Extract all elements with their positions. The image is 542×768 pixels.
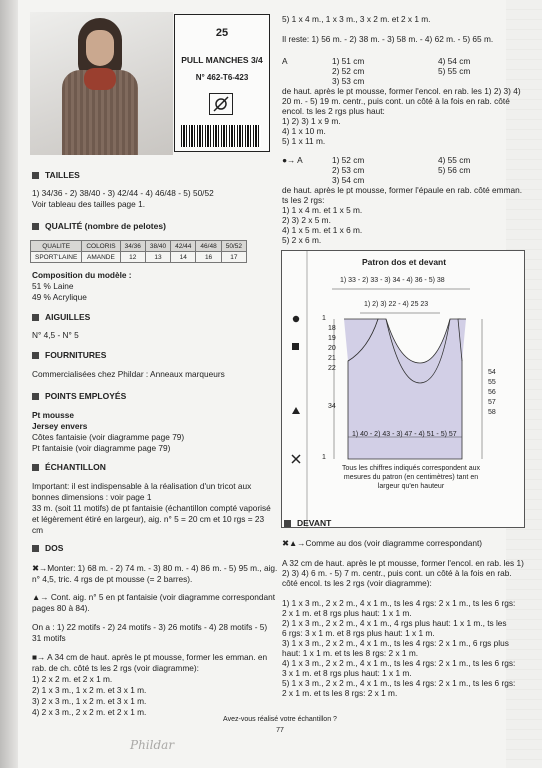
stitch-line: Pt mousse — [32, 410, 74, 420]
gauge-line: cm — [32, 525, 44, 535]
section-fournitures-heading — [32, 350, 106, 360]
back-instruction: ▲→ Cont. aig. n° 5 en pt fantaisie (voir diagramme correspondant — [32, 592, 276, 602]
table-cell: 34/36 — [120, 241, 145, 252]
back-instruction: ✖→Monter: 1) 68 m. - 2) 74 m. - 3) 80 m. - 4) 86 m. - 5) 95 m., aig. — [32, 563, 278, 573]
height-option: 5) 55 cm — [438, 66, 471, 76]
front-instruction: 2 x 1 m. et 8 rgs plus haut: 1 x 1 m. — [282, 608, 412, 618]
right-measure: 58 — [488, 409, 496, 416]
model-photo — [30, 12, 173, 155]
table-cell: AMANDE — [82, 252, 120, 263]
front-instruction: 5) 1 x 3 m., 2 x 2 m., 4 x 1 m., ts les 4 rgs: 2 x 1 m., ts les 6 rgs: — [282, 678, 516, 688]
right-instruction: 1) 1 x 4 m. et 1 x 5 m. — [282, 205, 363, 215]
pattern-page — [18, 0, 542, 768]
left-measure: 19 — [328, 335, 336, 342]
bullet-square-icon — [32, 223, 39, 230]
bullet-square-icon — [284, 520, 291, 527]
section-dos-heading — [32, 543, 63, 553]
left-measure: 22 — [328, 365, 336, 372]
heading-text: ÉCHANTILLON — [45, 462, 106, 472]
composition-line: 49 % Acrylique — [32, 292, 87, 302]
right-instruction: 4) 1 x 10 m. — [282, 126, 326, 136]
left-measure: 18 — [328, 325, 336, 332]
gauge-line: 33 m. (soit 11 motifs) de pt fantaisie (échantillon compté vaporisé — [32, 503, 271, 513]
page-number: 77 — [276, 727, 284, 734]
top-width-label: 1) 33 - 2) 33 - 3) 34 - 4) 36 - 5) 38 — [340, 277, 445, 284]
back-instruction: n° 4,5, tric. 4 rgs de pt mousse (= 2 barres). — [32, 574, 193, 584]
right-measure: 55 — [488, 379, 496, 386]
bullet-square-icon — [32, 172, 39, 179]
right-instruction: de haut. après le pt mousse, former l'épaule en rab. côté emman. — [282, 185, 523, 195]
right-instruction: 5) 2 x 6 m. — [282, 235, 322, 245]
diagram-caption: largeur qu'en hauteur — [377, 483, 445, 490]
height-option: 4) 55 cm — [438, 155, 471, 165]
right-instruction: 5) 1 x 4 m., 1 x 3 m., 3 x 2 m. et 2 x 1 m. — [282, 14, 431, 24]
pattern-diagram — [281, 250, 525, 528]
table-cell: 12 — [120, 252, 145, 263]
pattern-number: 25 — [215, 27, 229, 39]
section-echantillon-heading — [32, 462, 106, 472]
section-devant-heading — [284, 518, 331, 528]
height-option: 3) 53 cm — [332, 76, 365, 86]
section-qualite-heading — [32, 221, 166, 231]
row-marker-label: 1 — [322, 454, 326, 461]
sizes-note: Voir tableau des tailles page 1. — [32, 199, 146, 209]
barcode — [181, 125, 261, 147]
table-cell: 42/44 — [171, 241, 196, 252]
heading-text: FOURNITURES — [45, 350, 107, 360]
bullet-square-icon — [32, 352, 39, 359]
body-width-label: 1) 40 - 2) 43 - 3) 47 - 4) 51 - 5) 57 — [352, 431, 457, 438]
stitch-line: Pt fantaisie (voir diagramme page 79) — [32, 443, 171, 453]
table-cell: COLORIS — [82, 241, 120, 252]
right-instruction: ts les 2 rgs: — [282, 195, 325, 205]
table-cell: 16 — [196, 252, 221, 263]
table-cell: 38/40 — [145, 241, 170, 252]
composition-line: 51 % Laine — [32, 281, 74, 291]
right-measure: 56 — [488, 389, 496, 396]
yarn-quantity-table — [30, 240, 247, 263]
front-instruction: 4) 1 x 3 m., 2 x 2 m., 4 x 1 m., ts les 4 rgs: 2 x 1 m., ts les 6 rgs: — [282, 658, 516, 668]
bullet-square-icon — [32, 545, 39, 552]
bullet-square-icon — [32, 464, 39, 471]
pattern-reference: N° 462-T6-423 — [195, 73, 249, 82]
diagram-caption: mesures du patron (en centimètres) tant en — [343, 474, 479, 481]
height-option: 1) 51 cm — [332, 56, 365, 66]
front-instruction: 2 x 1 m. et ts les 8 rgs: 2 x 1 m. — [282, 688, 398, 698]
right-instruction: 5) 1 x 11 m. — [282, 136, 326, 146]
book-spine-shadow — [0, 0, 18, 768]
right-instruction: 4) 1 x 5 m. et 1 x 6 m. — [282, 225, 363, 235]
difficulty-icon — [209, 93, 233, 115]
height-option: 1) 52 cm — [332, 155, 365, 165]
brand-watermark: Phildar — [130, 738, 175, 752]
section-aiguilles-heading — [32, 312, 90, 322]
back-instruction: 4) 2 x 3 m., 2 x 2 m. et 2 x 1 m. — [32, 707, 147, 717]
section-points-heading — [32, 391, 126, 401]
table-cell: 14 — [171, 252, 196, 263]
table-header-row — [31, 241, 247, 252]
gauge-line: Important: il est indispensable à la réalisation d'un tricot aux — [32, 481, 252, 491]
needles-value: N° 4,5 - N° 5 — [32, 330, 79, 340]
front-instruction: 3) 1 x 3 m., 2 x 2 m., 4 x 1 m., ts les 4 rgs: 2 x 1 m., 6 rgs plus — [282, 638, 509, 648]
pattern-info-box — [174, 14, 270, 152]
right-instruction: Il reste: 1) 56 m. - 2) 38 m. - 3) 58 m. - 4) 62 m. - 5) 65 m. — [282, 34, 494, 44]
height-option: 3) 54 cm — [332, 175, 365, 185]
heading-text: POINTS EMPLOYÉS — [45, 391, 127, 401]
heading-text: QUALITÉ (nombre de pelotes) — [45, 221, 166, 231]
right-measure: 57 — [488, 399, 496, 406]
front-instruction: 2) 3) 4) 6 m. - 5) 7 m. centr., puis cont. un côté à la fois en rab. — [282, 568, 512, 578]
heading-text: DEVANT — [297, 518, 332, 528]
right-measure: 54 — [488, 369, 496, 376]
front-instruction: A 32 cm de haut. après le pt mousse, former l'encol. en rab. les 1) — [282, 558, 524, 568]
height-option: 4) 54 cm — [438, 56, 471, 66]
right-instruction: encol. ts les 2 rgs plus haut: — [282, 106, 385, 116]
diagram-caption: Tous les chiffres indiqués correspondent aux — [341, 465, 480, 472]
stitch-line: Jersey envers — [32, 421, 88, 431]
back-instruction: ■→ A 34 cm de haut. après le pt mousse, former les emman. en — [32, 652, 268, 662]
front-instruction: côté encol. ts les 2 rgs (voir diagramme): — [282, 578, 432, 588]
section-tailles-heading — [32, 170, 80, 180]
body-height-label: 34 — [328, 403, 336, 410]
table-cell: QUALITE — [31, 241, 82, 252]
back-instruction: 3) 2 x 3 m., 1 x 2 m. et 3 x 1 m. — [32, 696, 147, 706]
front-instruction: 1) 1 x 3 m., 2 x 2 m., 4 x 1 m., ts les 4 rgs: 2 x 1 m., ts les 6 rgs: — [282, 598, 516, 608]
table-row — [31, 252, 247, 263]
right-instruction: ●→ A — [282, 155, 303, 165]
table-cell: SPORT'LAINE — [31, 252, 82, 263]
table-cell: 17 — [221, 252, 246, 263]
back-instruction: 2) 1 x 3 m., 1 x 2 m. et 3 x 1 m. — [32, 685, 147, 695]
diagram-title: Patron dos et devant — [362, 257, 447, 267]
photo-scarf — [84, 68, 116, 90]
back-instruction: On a : 1) 22 motifs - 2) 24 motifs - 3) 26 motifs - 4) 28 motifs - 5) — [32, 622, 268, 632]
neck-width-label: 1) 2) 3) 22 - 4) 25 23 — [364, 301, 429, 308]
table-cell: 46/48 — [196, 241, 221, 252]
supplies-value: Commercialisées chez Phildar : Anneaux marqueurs — [32, 369, 225, 379]
photo-face — [86, 30, 114, 66]
back-instruction: 1) 2 x 2 m. et 2 x 1 m. — [32, 674, 113, 684]
bullet-square-icon — [32, 393, 39, 400]
front-instruction: haut: 1 x 1 m. et ts les 8 rgs: 2 x 1 m. — [282, 648, 419, 658]
left-measure: 21 — [328, 355, 336, 362]
height-option: 2) 52 cm — [332, 66, 365, 76]
front-instruction: 6 rgs: 3 x 1 m. et 8 rgs plus haut: 1 x 1 m. — [282, 628, 435, 638]
heading-text: TAILLES — [45, 170, 80, 180]
height-option: 2) 53 cm — [332, 165, 365, 175]
back-instruction: pages 80 à 84). — [32, 603, 90, 613]
right-instruction: 1) 2) 3) 1 x 9 m. — [282, 116, 341, 126]
gauge-reminder: Avez-vous réalisé votre échantillon ? — [223, 716, 337, 723]
front-instruction: 3 x 1 m. et 8 rgs plus haut: 1 x 1 m. — [282, 668, 412, 678]
heading-text: DOS — [45, 543, 64, 553]
front-instruction: 2) 1 x 3 m., 2 x 2 m., 4 x 1 m., 4 rgs plus haut: 1 x 1 m., ts les — [282, 618, 507, 628]
row-marker-label: 1 — [322, 315, 326, 322]
gauge-line: et légèrement étiré en largeur), aig. n° 5 = 20 cm et 10 rgs = 23 — [32, 514, 265, 524]
height-option: 5) 56 cm — [438, 165, 471, 175]
bullet-square-icon — [32, 314, 39, 321]
sizes-line: 1) 34/36 - 2) 38/40 - 3) 42/44 - 4) 46/48 - 5) 50/52 — [32, 188, 214, 198]
back-instruction: rab. de ch. côté ts les 2 rgs (voir diagramme): — [32, 663, 199, 673]
right-instruction: A — [282, 56, 288, 66]
composition-title: Composition du modèle : — [32, 270, 132, 280]
back-instruction: 31 motifs — [32, 633, 66, 643]
heading-text: AIGUILLES — [45, 312, 91, 322]
pattern-title: PULL MANCHES 3/4 — [181, 55, 263, 65]
gauge-line: bonnes dimensions : voir page 1 — [32, 492, 152, 502]
table-cell: 50/52 — [221, 241, 246, 252]
left-measure: 20 — [328, 345, 336, 352]
table-cell: 13 — [145, 252, 170, 263]
front-instruction: ✖▲→Comme au dos (voir diagramme correspondant) — [282, 538, 483, 548]
stitch-line: Côtes fantaisie (voir diagramme page 79) — [32, 432, 185, 442]
right-instruction: 20 m. - 5) 19 m. centr., puis cont. un côté à la fois en rab. côté — [282, 96, 510, 106]
right-instruction: 2) 3) 2 x 5 m. — [282, 215, 331, 225]
right-instruction: de haut. après le pt mousse, former l'encol. en rab. les 1) 2) 3) 4) — [282, 86, 521, 96]
